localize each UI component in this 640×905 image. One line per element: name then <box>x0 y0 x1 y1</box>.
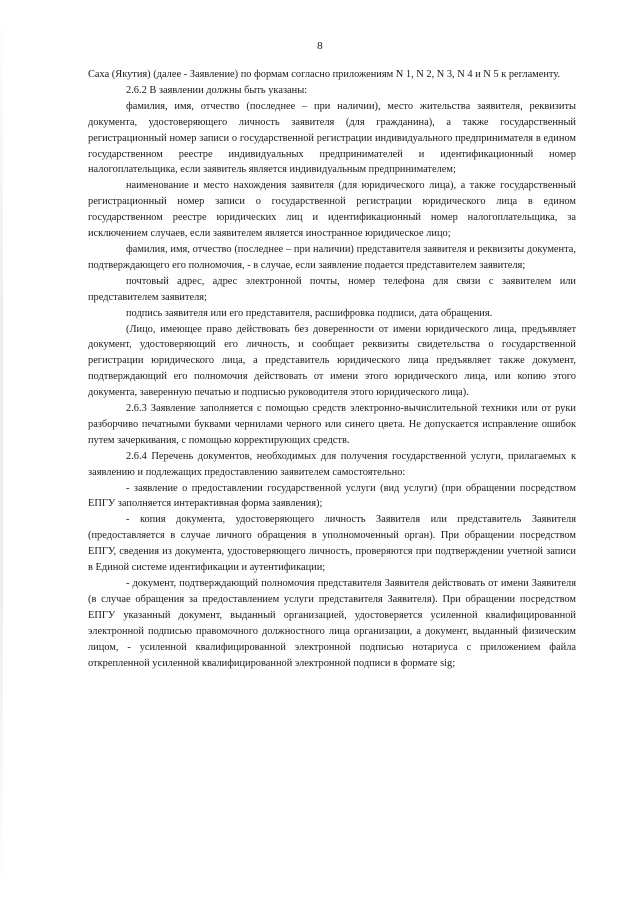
list-item-application: - заявление о предоставлении государственной услуги (вид услуги) (при обращении посредством ЕПГУ заполняется интерактивная форма заявления); <box>88 482 576 510</box>
body-text <box>88 67 576 671</box>
paragraph-continuation: Саха (Якутия) (далее - Заявление) по формам согласно приложениям N 1, N 2, N 3, N 4 и N 5 к регламенту. <box>88 69 561 80</box>
page-number: 8 <box>317 40 323 52</box>
paragraph-legal-entity: наименование и место нахождения заявителя (для юридического лица), а также государственный регистрационный номер записи о государственной регистрации юридического лица в едином государственном реестре юридических лиц и идентификационный номер налогоплательщика, за исключением случаев, если заявителем является иностранное юридическое лицо; <box>88 180 576 240</box>
paragraph-legal-person-note: (Лицо, имеющее право действовать без доверенности от имени юридического лица, предъявляет документ, удостоверяющий его личность, и сообщает реквизиты свидетельства о государственной регистрации юридического лица, а представитель юридического лица предъявляет также документ, подтверждающий его полномочия действовать от имени этого юридического лица, или копию этого документа, заверенную печатью и подписью руководителя этого юридического лица). <box>88 323 576 399</box>
clause-2-6-2-heading: 2.6.2 В заявлении должны быть указаны: <box>126 84 308 96</box>
clause-2-6-3: 2.6.3 Заявление заполняется с помощью средств электронно-вычислительной техники или от руки разборчиво печатными буквами чернилами черного или синего цвета. Не допускается исправление ошибок путем зачеркивания, с помощью корректирующих средств. <box>88 403 576 446</box>
clause-2-6-4: 2.6.4 Перечень документов, необходимых для получения государственной услуги, прилагаемых к заявлению и подлежащих предоставлению заявителем самостоятельно: <box>88 450 576 478</box>
list-item-authority-document: - документ, подтверждающий полномочия представителя Заявителя действовать от имени Заявителя (в случае обращения за предоставлением услуги представителя Заявителя). При обращении посредством ЕПГУ указанный документ, выданный организацией, удостоверяется усиленной квалифицированной электронной подписью правомочного должностного лица организации, а документ, выданный физическим лицом, - усиленной квалифицированной электронной подписью нотариуса с приложением файла открепленной усиленной квалифицированной электронной подписи в формате sig; <box>88 578 576 669</box>
paragraph-representative: фамилия, имя, отчество (последнее – при наличии) представителя заявителя и реквизиты документа, подтверждающего его полномочия, - в случае, если заявление подается представителем заявителя; <box>88 243 576 271</box>
list-item-identity-document: - копия документа, удостоверяющего личность Заявителя или представитель Заявителя (предоставляется в случае личного обращения в уполномоченный орган). При обращении посредством ЕПГУ, сведения из документа, удостоверяющего личность, проверяются при подтверждении учетной записи в Единой системе идентификации и аутентификации; <box>88 514 576 574</box>
paragraph-signature: подпись заявителя или его представителя, расшифровка подписи, дата обращения. <box>126 307 493 319</box>
paragraph-contacts: почтовый адрес, адрес электронной почты, номер телефона для связи с заявителем или представителем заявителя; <box>88 275 576 303</box>
paragraph-individual-entrepreneur: фамилия, имя, отчество (последнее – при наличии), место жительства заявителя, реквизиты документа, удостоверяющего личность заявителя (для гражданина), а также государственный регистрационный номер записи о государственной регистрации индивидуального предпринимателя в едином государственном реестре индивидуальных предпринимателей и идентификационный номер налогоплательщика, если заявитель является индивидуальным предпринимателем; <box>88 100 576 176</box>
scan-edge-shadow <box>0 0 3 905</box>
